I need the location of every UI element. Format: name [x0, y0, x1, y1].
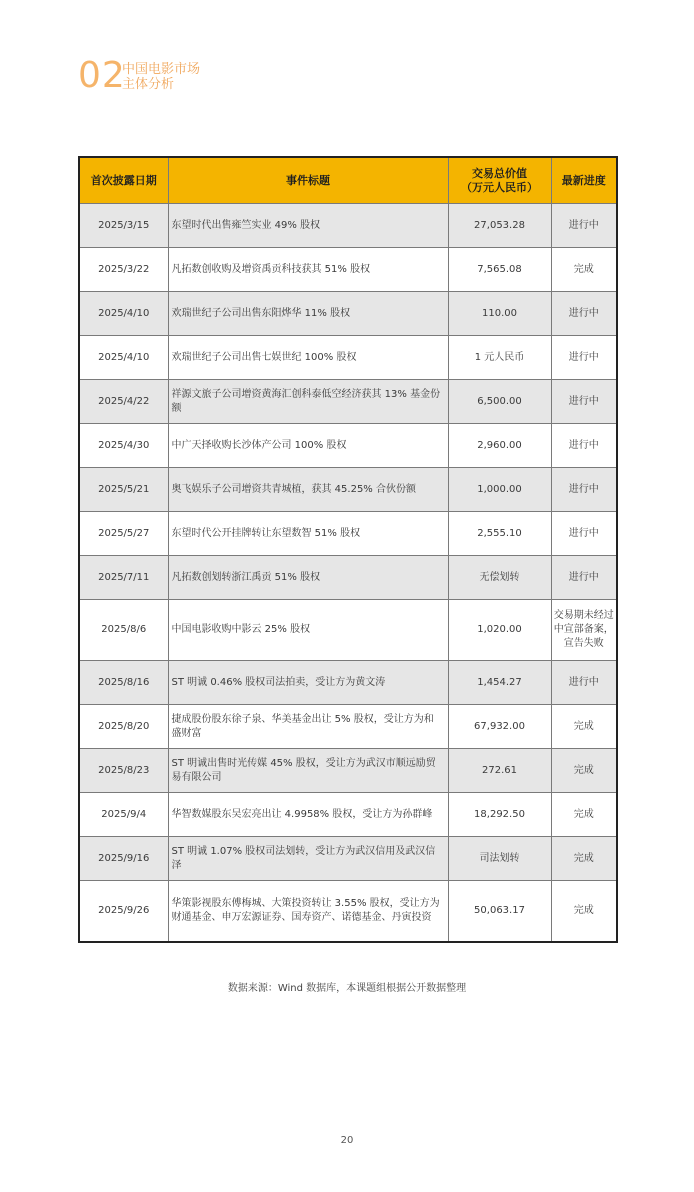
cell-status: 进行中 [551, 512, 617, 556]
cell-date: 2025/8/23 [79, 749, 168, 793]
cell-value: 司法划转 [448, 837, 551, 881]
cell-title: 东望时代公开挂牌转让东望数智 51% 股权 [168, 512, 448, 556]
cell-date: 2025/5/27 [79, 512, 168, 556]
cell-status: 进行中 [551, 380, 617, 424]
data-source-note: 数据来源：Wind 数据库，本课题组根据公开数据整理 [227, 983, 467, 994]
cell-date: 2025/4/30 [79, 424, 168, 468]
cell-title: 祥源文旅子公司增资黄海汇创科泰低空经济获其 13% 基金份额 [168, 380, 448, 424]
cell-title: ST 明诚 1.07% 股权司法划转，受让方为武汉信用及武汉信泽 [168, 837, 448, 881]
cell-title: 欢瑞世纪子公司出售七娱世纪 100% 股权 [168, 336, 448, 380]
header-status: 最新进度 [551, 157, 617, 204]
cell-title: 华策影视股东傅梅城、大策投资转让 3.55% 股权，受让方为财通基金、申万宏源证券、国寿资产、诺德基金、丹寅投资 [168, 881, 448, 943]
cell-title: 凡拓数创收购及增资禹贡科技获其 51% 股权 [168, 248, 448, 292]
cell-title: 凡拓数创划转浙江禹贡 51% 股权 [168, 556, 448, 600]
cell-date: 2025/9/16 [79, 837, 168, 881]
cell-date: 2025/3/15 [79, 204, 168, 248]
table-row [79, 837, 617, 881]
table-row [79, 424, 617, 468]
section-number: 02 [78, 55, 126, 96]
cell-status: 进行中 [551, 336, 617, 380]
table-row [79, 705, 617, 749]
cell-status: 完成 [551, 749, 617, 793]
cell-date: 2025/4/22 [79, 380, 168, 424]
cell-value: 50,063.17 [448, 881, 551, 943]
cell-date: 2025/8/6 [79, 600, 168, 661]
table-row [79, 600, 617, 661]
cell-title: ST 明诚出售时光传媒 45% 股权，受让方为武汉市顺远励贸易有限公司 [168, 749, 448, 793]
cell-value: 2,960.00 [448, 424, 551, 468]
section-title-line1: 中国电影市场 [122, 62, 201, 77]
cell-status: 进行中 [551, 556, 617, 600]
cell-value: 67,932.00 [448, 705, 551, 749]
cell-status: 完成 [551, 705, 617, 749]
cell-status: 完成 [551, 248, 617, 292]
cell-status: 完成 [551, 881, 617, 943]
cell-title: 欢瑞世纪子公司出售东阳烨华 11% 股权 [168, 292, 448, 336]
cell-status: 交易期未经过中宣部备案，宣告失败 [551, 600, 617, 661]
table-row [79, 204, 617, 248]
cell-date: 2025/7/11 [79, 556, 168, 600]
cell-title: 中广天择收购长沙体产公司 100% 股权 [168, 424, 448, 468]
header-value [448, 157, 551, 204]
cell-title: 奥飞娱乐子公司增资共青城植，获其 45.25% 合伙份额 [168, 468, 448, 512]
cell-title: 中国电影收购中影云 25% 股权 [168, 600, 448, 661]
table-row [79, 292, 617, 336]
page-number: 20 [340, 1135, 354, 1146]
section-title [122, 62, 262, 92]
table-row [79, 881, 617, 943]
cell-value: 1,000.00 [448, 468, 551, 512]
cell-status: 进行中 [551, 468, 617, 512]
cell-value: 7,565.08 [448, 248, 551, 292]
cell-date: 2025/5/21 [79, 468, 168, 512]
cell-status: 进行中 [551, 661, 617, 705]
table-row [79, 661, 617, 705]
cell-title: 东望时代出售雍竺实业 49% 股权 [168, 204, 448, 248]
table-row [79, 749, 617, 793]
cell-value: 18,292.50 [448, 793, 551, 837]
cell-date: 2025/4/10 [79, 292, 168, 336]
cell-date: 2025/9/26 [79, 881, 168, 943]
header-date: 首次披露日期 [79, 157, 168, 204]
header-value-line1: 交易总价值 [472, 166, 527, 180]
table-row [79, 468, 617, 512]
cell-status: 完成 [551, 793, 617, 837]
cell-value: 2,555.10 [448, 512, 551, 556]
header-value-line2: （万元人民币） [461, 180, 538, 194]
table-row [79, 556, 617, 600]
deals-table [78, 156, 618, 943]
cell-title: 捷成股份股东徐子泉、华美基金出让 5% 股权，受让方为和盛财富 [168, 705, 448, 749]
cell-value: 110.00 [448, 292, 551, 336]
deals-table-wrapper [78, 156, 616, 943]
cell-title: 华智数媒股东吴宏亮出让 4.9958% 股权，受让方为孙群峰 [168, 793, 448, 837]
cell-status: 完成 [551, 837, 617, 881]
cell-date: 2025/3/22 [79, 248, 168, 292]
table-header-row [79, 157, 617, 204]
cell-status: 进行中 [551, 204, 617, 248]
cell-date: 2025/8/16 [79, 661, 168, 705]
header-title: 事件标题 [168, 157, 448, 204]
cell-value: 27,053.28 [448, 204, 551, 248]
cell-value: 1 元人民币 [448, 336, 551, 380]
cell-status: 进行中 [551, 424, 617, 468]
cell-date: 2025/8/20 [79, 705, 168, 749]
section-title-line2: 主体分析 [122, 77, 175, 92]
cell-value: 272.61 [448, 749, 551, 793]
table-row [79, 380, 617, 424]
cell-date: 2025/9/4 [79, 793, 168, 837]
table-row [79, 512, 617, 556]
table-row [79, 248, 617, 292]
cell-title: ST 明诚 0.46% 股权司法拍卖，受让方为黄文涛 [168, 661, 448, 705]
cell-value: 1,020.00 [448, 600, 551, 661]
table-row [79, 336, 617, 380]
cell-status: 进行中 [551, 292, 617, 336]
cell-value: 无偿划转 [448, 556, 551, 600]
cell-value: 1,454.27 [448, 661, 551, 705]
cell-date: 2025/4/10 [79, 336, 168, 380]
table-row [79, 793, 617, 837]
cell-value: 6,500.00 [448, 380, 551, 424]
